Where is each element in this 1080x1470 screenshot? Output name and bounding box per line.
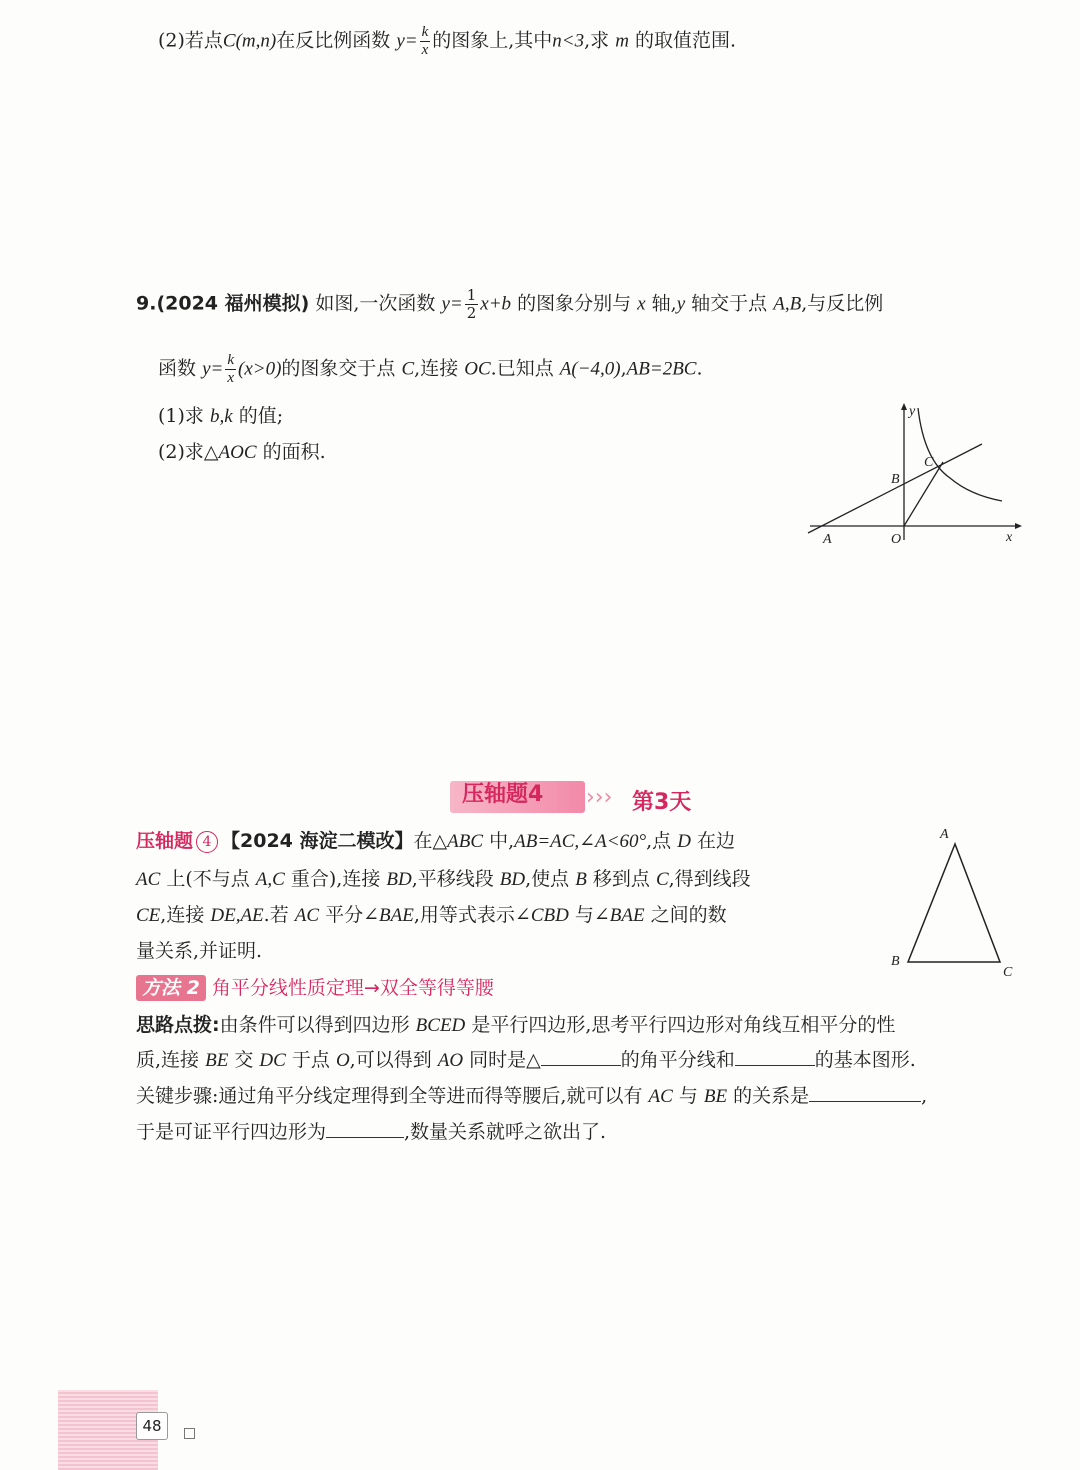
fraction [225, 352, 236, 387]
math: OC [464, 358, 491, 380]
checkbox-icon [184, 1428, 195, 1439]
text: ,得到线段 [668, 868, 751, 890]
text: 于是可证平行四边形为 [136, 1121, 327, 1143]
problem-source: 【2024 海淀二模改】 [221, 830, 414, 852]
text: ,连接 [160, 904, 205, 926]
linear-function-line [808, 444, 982, 533]
answer-blank[interactable] [809, 1083, 921, 1102]
text: 之间的数 [650, 904, 727, 926]
text: 量关系,并证明. [136, 940, 263, 962]
text: ,使点 [525, 868, 570, 890]
text: . [696, 357, 703, 380]
text: 移到点 [592, 868, 650, 890]
question-source: (2024 福州模拟) [156, 292, 310, 315]
math: B [575, 869, 587, 890]
problem-title: 压轴题 [136, 830, 194, 852]
text: ,求 [584, 29, 610, 52]
math: AC [136, 869, 161, 890]
text: 的关系是 [733, 1085, 810, 1107]
q9-part2 [158, 439, 326, 466]
method-line [136, 975, 494, 1001]
text: 与 [678, 1085, 698, 1107]
chevron-icon: ››› [586, 785, 613, 810]
math: m [615, 30, 629, 52]
text: 平分∠ [325, 904, 380, 926]
text: 的图象分别与 [517, 292, 632, 315]
denominator: x [421, 42, 429, 58]
text: , [921, 1085, 928, 1107]
label-c: C [1003, 965, 1013, 980]
math: AB=2BC [626, 358, 697, 380]
math: D [677, 831, 691, 852]
math: C [222, 30, 236, 52]
math: BE [703, 1086, 728, 1107]
p4-line1 [136, 828, 735, 855]
method-tag [136, 975, 206, 1001]
q8-part2-line [158, 24, 736, 59]
q9-line2 [158, 352, 703, 387]
math: C [655, 869, 669, 890]
hint-label: 思路点拨: [136, 1014, 220, 1036]
math: AOC [218, 442, 257, 463]
math: AO [437, 1050, 464, 1071]
label-a: A [823, 532, 832, 547]
math: O [335, 1050, 350, 1071]
text: 同时是△ [469, 1049, 541, 1071]
y-axis-arrow [901, 403, 907, 410]
numerator: k [421, 24, 429, 40]
math: BAE [379, 905, 414, 926]
text: 的面积. [262, 441, 326, 463]
math: A,B [773, 293, 802, 315]
math: A(−4,0) [559, 358, 621, 380]
method-tag-label: 方法 [142, 977, 181, 999]
page-footer [58, 1390, 298, 1470]
math: y [676, 293, 686, 315]
problem-number-badge: 4 [196, 831, 218, 853]
text: ,连接 [414, 357, 459, 380]
method-tag-number: 2 [186, 977, 200, 999]
text: ,点 [646, 830, 672, 852]
p4-line2 [136, 866, 751, 893]
triangle-abc [908, 844, 1000, 962]
text: (2)求△ [158, 441, 219, 463]
numerator: 1 [466, 286, 477, 304]
banner-day: 第3天 [632, 790, 692, 815]
math: BCED [415, 1015, 466, 1036]
math: A,C [255, 869, 285, 890]
text: 的值; [238, 405, 284, 427]
text: 上(不与点 [166, 868, 250, 890]
text: ,平移线段 [411, 868, 494, 890]
answer-blank[interactable] [326, 1119, 404, 1138]
hint-line3 [136, 1083, 927, 1110]
text: 的图象上,其中 [432, 29, 553, 52]
q9-figure [800, 400, 1025, 550]
math: b,k [209, 406, 233, 427]
math: BAE [609, 905, 645, 926]
text: 在△ [413, 830, 448, 852]
math: DC [259, 1050, 286, 1071]
text: 与∠ [574, 904, 610, 926]
text: ,可以得到 [349, 1049, 432, 1071]
label-o: O [891, 532, 902, 547]
x-axis-arrow [1015, 523, 1022, 529]
text: 交 [234, 1049, 254, 1071]
math: CE [136, 905, 161, 926]
label-c: C [924, 455, 934, 470]
math: AC [648, 1086, 673, 1107]
text: 在边 [697, 830, 736, 852]
fraction [420, 24, 431, 59]
denominator: 2 [466, 304, 477, 322]
text: 质,连接 [136, 1049, 200, 1071]
math: AB=AC,∠A<60° [514, 831, 647, 852]
math: ABC [447, 831, 484, 852]
text: ,数量关系就呼之欲出了. [404, 1121, 607, 1143]
page-number: 48 [136, 1412, 168, 1440]
label-a: A [940, 827, 949, 842]
q9-part1 [158, 403, 283, 430]
text: (2)若点 [158, 29, 223, 52]
math: AC [294, 905, 320, 926]
text: , [620, 357, 627, 380]
math: BD [386, 869, 412, 890]
text: ,与反比例 [801, 292, 884, 315]
p4-line3 [136, 902, 727, 929]
text: 在反比例函数 [276, 29, 391, 52]
text: 轴交于点 [691, 292, 768, 315]
text: ,用等式表示∠ [413, 904, 531, 926]
hint-line4 [136, 1119, 606, 1145]
p4-line4 [136, 938, 262, 964]
label-y: y [909, 404, 916, 419]
p4-triangle-figure [885, 822, 1025, 987]
label-x: x [1006, 530, 1013, 545]
text: 重合),连接 [290, 868, 381, 890]
math: C [401, 358, 415, 380]
day-banner [450, 775, 750, 821]
question-number: 9. [136, 292, 157, 315]
math: y= [202, 358, 224, 380]
math: CBD [530, 905, 569, 926]
text: 的基本图形. [814, 1049, 916, 1071]
answer-blank[interactable] [735, 1047, 815, 1066]
text: 由条件可以得到四边形 [219, 1014, 410, 1036]
math: (m,n) [235, 30, 277, 52]
math: BE [205, 1050, 229, 1071]
text: 的图象交于点 [281, 357, 396, 380]
text: 函数 [158, 357, 197, 380]
text: .已知点 [490, 357, 554, 380]
hint-line2 [136, 1047, 916, 1074]
banner-title: 压轴题4 [462, 782, 544, 807]
text: 关键步骤:通过角平分线定理得到全等进而得等腰后,就可以有 [136, 1085, 643, 1107]
hint-line1 [136, 1012, 895, 1039]
text: .若 [263, 904, 289, 926]
math: DE,AE [210, 905, 264, 926]
math: n<3 [552, 30, 585, 52]
text: 中, [489, 830, 515, 852]
fraction [465, 287, 479, 322]
answer-blank[interactable] [541, 1047, 621, 1066]
segment-oc [904, 462, 943, 526]
text: 于点 [291, 1049, 330, 1071]
text: (1)求 [158, 405, 204, 427]
text: 如图,一次函数 [315, 292, 436, 315]
numerator: k [227, 352, 234, 368]
label-b: B [891, 472, 900, 487]
math: (x>0) [238, 358, 282, 380]
math: x+b [480, 293, 512, 315]
text: 是平行四边形,思考平行四边形对角线互相平分的性 [471, 1014, 896, 1036]
math: y= [396, 30, 418, 52]
denominator: x [227, 370, 234, 386]
text: 的角平分线和 [620, 1049, 735, 1071]
math: y= [441, 293, 463, 315]
q9-line1 [136, 287, 883, 322]
math: BD [499, 869, 526, 890]
label-b: B [891, 954, 900, 969]
text: 的取值范围. [635, 29, 737, 52]
text: 轴, [651, 292, 677, 315]
method-text: 角平分线性质定理→双全等得等腰 [211, 977, 494, 999]
math: x [637, 293, 646, 315]
